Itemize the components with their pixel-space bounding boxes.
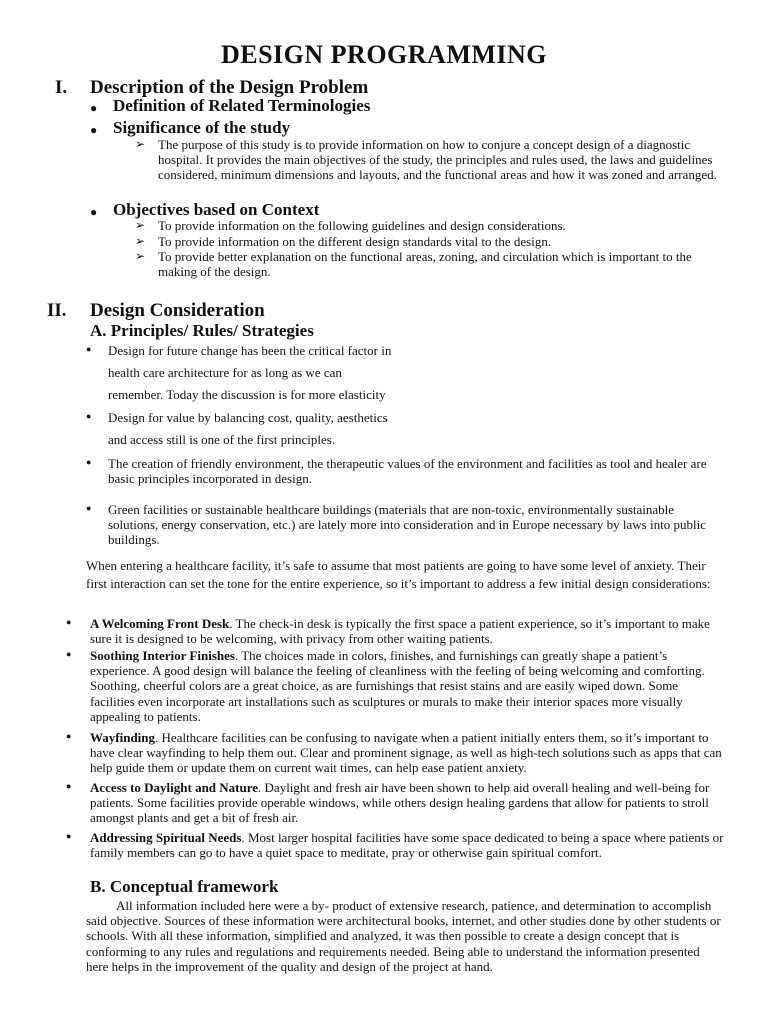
arrow-bullet-icon: ➢ bbox=[135, 234, 146, 248]
section-1-heading: Description of the Design Problem bbox=[90, 77, 369, 98]
principle-line: Design for value by balancing cost, quality, aesthetics bbox=[108, 410, 388, 425]
subheading-terminologies: Definition of Related Terminologies bbox=[113, 96, 371, 115]
bullet-icon: ● bbox=[90, 205, 98, 219]
arrow-bullet-icon: ➢ bbox=[135, 249, 146, 263]
consideration-term: Wayfinding bbox=[90, 730, 156, 745]
intro-paragraph: When entering a healthcare facility, it’s safe to assume that most patients are going to have some level of anxiety. Their first interaction can set the tone for the entire experience, so it’s important to address a few initial design considerations: bbox=[86, 558, 711, 591]
consideration-text: . Daylight and fresh air have been shown to help aid overall healing and well-being for patients. Some facilities provide operable windows, while others design healing gardens that allow for patients to stroll amongst plants and get a bit of fresh air. bbox=[90, 780, 710, 826]
consideration-term: A Welcoming Front Desk bbox=[90, 616, 230, 631]
consideration-text: . The choices made in colors, finishes, and furnishings can greatly shape a patient’s experience. A good design will balance the feeling of cleanliness with the feeling of being welcoming and comforting. Soothing, cheerful colors are a great choice, as are furnishings that resist stains and are easily wiped down. Some facilities even incorporate art installations such as sculptures or murals to make their interior spaces more visually appealing to patients. bbox=[90, 648, 705, 724]
section-2-number: II. bbox=[47, 300, 67, 321]
subheading-principles: A. Principles/ Rules/ Strategies bbox=[90, 321, 314, 340]
bullet-icon: ● bbox=[66, 781, 72, 791]
principle-line: Design for future change has been the critical factor in bbox=[108, 343, 392, 358]
principle-line: health care architecture for as long as we can bbox=[108, 365, 342, 380]
principle-line: remember. Today the discussion is for more elasticity bbox=[108, 387, 386, 402]
significance-paragraph: The purpose of this study is to provide information on how to conjure a concept design of a diagnostic hospital. It provides the main objectives of the study, the principles and rules used, the laws and guidelines considered, minimum dimensions and layouts, and the functional areas and how it was zoned and arranged. bbox=[158, 137, 717, 183]
consideration-item bbox=[90, 780, 725, 826]
bullet-icon: ● bbox=[86, 344, 92, 354]
section-1-number: I. bbox=[55, 77, 68, 98]
principle-paragraph: Green facilities or sustainable healthcare buildings (materials that are non-toxic, environmentally sustainable solutions, energy conservation, etc.) are lately more into consideration and in Europe necessary by laws into public buildings. bbox=[108, 502, 706, 548]
bullet-icon: ● bbox=[90, 101, 98, 115]
bullet-icon: ● bbox=[66, 617, 72, 627]
consideration-item bbox=[90, 616, 725, 646]
section-2-heading: Design Consideration bbox=[90, 300, 265, 321]
objective-item: To provide information on the different design standards vital to the design. bbox=[158, 234, 552, 249]
consideration-item bbox=[90, 730, 725, 776]
consideration-term: Soothing Interior Finishes bbox=[90, 648, 235, 663]
consideration-term: Addressing Spiritual Needs bbox=[90, 830, 242, 845]
subheading-conceptual-framework: B. Conceptual framework bbox=[90, 877, 279, 896]
principle-line: and access still is one of the first principles. bbox=[108, 432, 336, 447]
subheading-objectives: Objectives based on Context bbox=[113, 200, 320, 219]
bullet-icon: ● bbox=[66, 731, 72, 741]
consideration-item bbox=[90, 648, 725, 724]
bullet-icon: ● bbox=[66, 831, 72, 841]
arrow-bullet-icon: ➢ bbox=[135, 218, 146, 232]
principle-paragraph: The creation of friendly environment, the therapeutic values of the environment and facilities as tool and healer are basic principles incorporated in design. bbox=[108, 456, 707, 487]
consideration-term: Access to Daylight and Nature bbox=[90, 780, 259, 795]
bullet-icon: ● bbox=[86, 503, 92, 513]
consideration-text: . Most larger hospital facilities have some space dedicated to being a space where patients or family members can go to have a quiet space to meditate, pray or otherwise gain spiritual comfort. bbox=[90, 830, 724, 861]
consideration-item bbox=[90, 830, 725, 860]
conceptual-paragraph: All information included here were a by- product of extensive research, patience, and determination to accomplish said objective. Sources of these information were architectural books, internet, and other studies done by other students or schools. With all these information, simplified and analyzed, it was then possible to create a design concept that is conforming to any rules and regulations and requirements needed. Being able to understand the information presented here helps in the improvement of the quality and design of the project at hand. bbox=[86, 898, 721, 974]
document-title: DESIGN PROGRAMMING bbox=[220, 40, 548, 69]
bullet-icon: ● bbox=[66, 649, 72, 659]
bullet-icon: ● bbox=[86, 411, 92, 421]
objective-item: To provide information on the following guidelines and design considerations. bbox=[158, 218, 566, 233]
consideration-text: . Healthcare facilities can be confusing to navigate when a patient initially enters them, so it’s important to have clear wayfinding to help them out. Clear and prominent signage, as well as high-tech solutions such as apps that can help guide them or update them on current wait times, can help ease patient anxiety. bbox=[90, 730, 722, 776]
arrow-bullet-icon: ➢ bbox=[135, 137, 146, 151]
consideration-text: . The check-in desk is typically the first space a patient experience, so it’s important to make sure it is designed to be welcoming, with privacy from other waiting patients. bbox=[90, 616, 710, 647]
subheading-significance: Significance of the study bbox=[113, 118, 291, 137]
bullet-icon: ● bbox=[90, 123, 98, 137]
objective-item: To provide better explanation on the functional areas, zoning, and circulation which is important to the making of the design. bbox=[158, 249, 692, 280]
bullet-icon: ● bbox=[86, 457, 92, 467]
